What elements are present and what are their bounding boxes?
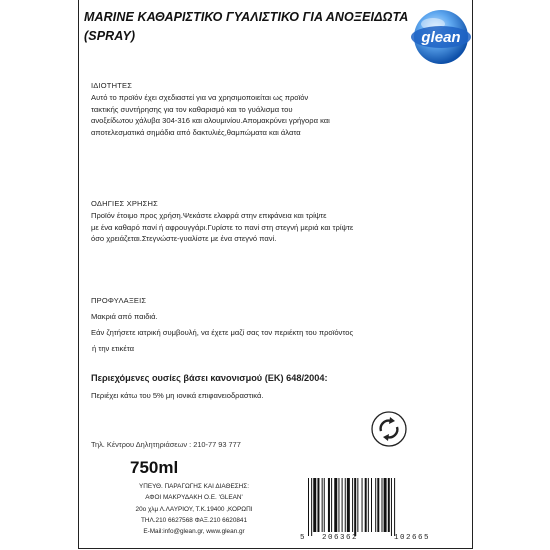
product-title-line-1: MARINE ΚΑΘΑΡΙΣΤΙΚΟ ΓΥΑΛΙΣΤΙΚΟ ΓΙΑ ΑΝΟΞΕΙΔΩΤΑ [84,10,409,24]
properties-line: ανοξείδωτου χάλυβα 304-316 και αλουμινίου.Απομακρύνει γρήγορα και [91,116,330,125]
properties-heading: ΙΔΙΟΤΗΤΕΣ [91,81,133,90]
barcode-bar [328,478,330,532]
precautions-line: ή την ετικέτα [92,344,134,353]
barcode-bar [345,478,346,532]
producer-line: ΤΗΛ.210 6627568 ΦΑΞ.210 6620841 [140,516,248,524]
ingredients-heading: Περιεχόμενες ουσίες βάσει κανονισμού (ΕΚ) 648/2004: [91,373,328,383]
properties-text [91,92,461,138]
barcode-bar [384,478,387,532]
precautions-line: Εάν ζητήσετε ιατρική συμβουλή, να έχετε μαζί σας τον περιέκτη του προϊόντος [91,328,354,337]
barcode-bar [342,478,343,532]
usage-heading: ΟΔΗΓΙΕΣ ΧΡΗΣΗΣ [91,199,158,208]
barcode-bar [377,478,379,532]
barcode-bar [331,478,332,532]
barcode-bar [308,478,309,536]
barcode-bar [375,478,376,532]
barcode-bar [324,478,325,532]
barcode-bar [347,478,350,532]
barcode-bar [371,478,372,532]
barcode-bar [357,478,358,532]
properties-line: Αυτό το προϊόν έχει σχεδιαστεί για να χρησιμοποιείται ως προϊόν [91,93,309,102]
barcode-bar [394,478,395,536]
logo-text: glean [421,29,461,46]
barcode-bar [334,478,337,532]
barcode-first-digit: 5 [300,534,305,542]
barcode-bar [317,478,319,532]
barcode-group-2: 102665 [394,534,431,542]
barcode-bar [365,478,367,532]
properties-line: τακτικής συντήρησης για τον καθαρισμό και το γυάλισμα του [91,104,293,114]
usage-line: όσο χρειάζεται.Στεγνώστε-γυαλίστε με ένα στεγνό πανί. [91,234,277,243]
precautions-text [91,309,461,357]
precautions-line: Μακριά από παιδιά. [91,312,158,321]
barcode-bar [354,478,356,536]
properties-line: αποτελεσματικά σημάδια από δακτυλιές,θαμπώματα και άλατα [91,127,301,137]
barcode-bar [352,478,353,532]
usage-line: με ένα καθαρό πανί ή αφρουγγάρι.Γυρίστε το πανί στη στεγνή μεριά και τρίψτε [91,222,354,232]
producer-line: ΑΦΟΙ ΜΑΚΡΥΔΑΚΗ Ο.Ε. 'GLEAN' [145,494,243,502]
producer-line: ΥΠΕΥΘ. ΠΑΡΑΓΩΓΗΣ ΚΑΙ ΔΙΑΘΕΣΗΣ: [138,483,250,490]
poison-center-phone: Τηλ. Κέντρου Δηλητηριάσεων : 210-77 93 777 [91,440,241,449]
barcode [300,476,448,536]
recycle-icon [370,410,408,448]
barcode-bar [313,478,316,532]
product-title [84,8,414,46]
usage-line: Προϊόν έτοιμο προς χρήση.Ψεκάστε ελαφρά στην επιφάνεια και τρίψτε [91,211,327,220]
producer-info [104,481,284,537]
product-title-line-2: (SPRAY) [84,29,136,43]
barcode-bar [362,478,363,532]
barcode-bar [338,478,339,532]
producer-line: 20ο χλμ Λ.ΛΑΥΡΙΟΥ, Τ.Κ.19400 ,ΚΟΡΩΠΙ [135,505,253,513]
barcode-bar [388,478,390,532]
ingredients-text: Περιέχει κάτω του 5% μη ιονικά επιφανειοδραστικά. [91,391,264,400]
barcode-bar [311,478,312,536]
barcode-bar [382,478,383,532]
producer-line: E-Mail:info@glean.gr, www.glean.gr [143,528,245,536]
barcode-bar [368,478,369,532]
barcode-bar [322,478,323,532]
usage-text [91,210,461,245]
barcode-bar [391,478,392,536]
barcode-group-1: 206362 [322,534,359,542]
water-drop-logo [410,6,472,68]
precautions-heading: ΠΡΟΦΥΛΑΞΕΙΣ [91,296,147,305]
product-volume: 750ml [130,458,179,477]
